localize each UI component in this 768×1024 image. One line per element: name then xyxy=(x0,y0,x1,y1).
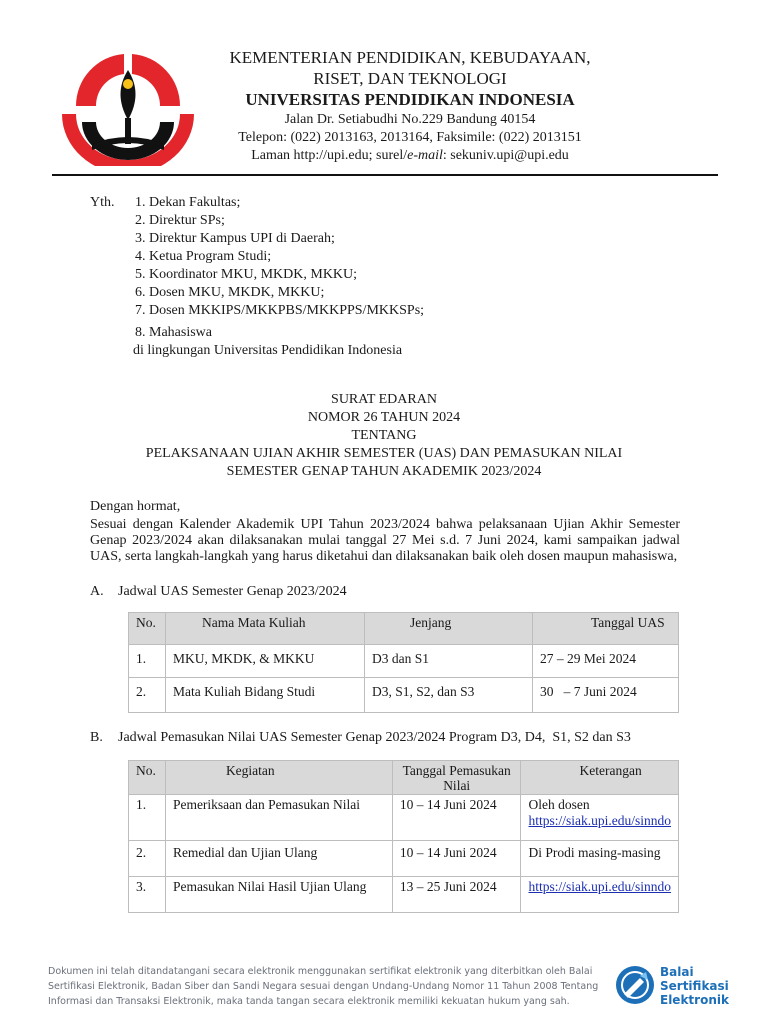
cell-no: 1. xyxy=(129,645,166,678)
cell-activity: Pemasukan Nilai Hasil Ujian Ulang xyxy=(165,877,392,913)
recipient-item: 2. Direktur SPs; xyxy=(135,213,225,228)
web-prefix: Laman http://upi.edu; surel/ xyxy=(251,148,408,163)
body-paragraph-line3: UAS, serta langkah-langkah yang harus diketahui dan dilaksanakan baik oleh dosen maupun mahasiswa, xyxy=(90,549,678,564)
recipient-item: 5. Koordinator MKU, MKDK, MKKU; xyxy=(135,267,358,282)
notice-line2: Sertifikasi Elektronik, Badan Siber dan Sandi Negara sesuai dengan Undang-Undang Nomor 11 Tahun 2008 Tentang xyxy=(48,981,599,992)
recipient-scope: di lingkungan Universitas Pendidikan Indonesia xyxy=(133,343,403,358)
col-header-level: Jenjang xyxy=(365,613,533,645)
bsre-line2: Sertifikasi xyxy=(660,979,729,993)
university-web xyxy=(200,148,620,164)
body-paragraph-line2: Genap 2023/2024 akan dilaksanakan mulai tanggal 27 Mei s.d. 7 Juni 2024, kami sampaikan jadwal xyxy=(90,533,680,548)
col-header-date: Tanggal UAS xyxy=(533,613,679,645)
section-a-marker: A. xyxy=(90,584,104,599)
university-address: Jalan Dr. Setiabudhi No.229 Bandung 40154 xyxy=(284,112,536,127)
col-header-notes: Keterangan xyxy=(521,761,679,795)
notice-line3: Informasi dan Transaksi Elektronik, maka tanda tangan secara elektronik memiliki kekuatan hukum yang sah. xyxy=(48,996,570,1007)
cell-no: 2. xyxy=(129,678,166,713)
grade-entry-table xyxy=(128,760,679,913)
table-row xyxy=(129,645,679,678)
recipient-item: 8. Mahasiswa xyxy=(135,325,212,340)
greeting: Dengan hormat, xyxy=(90,499,181,514)
table-row xyxy=(129,841,679,877)
cell-course: MKU, MKDK, & MKKU xyxy=(166,645,365,678)
col-header-no: No. xyxy=(129,613,166,645)
col-header-course: Nama Mata Kuliah xyxy=(166,613,365,645)
cell-entry-date: 13 – 25 Juni 2024 xyxy=(392,877,521,913)
bsre-label xyxy=(660,965,729,1007)
table-row xyxy=(129,678,679,713)
siak-link[interactable]: https://siak.upi.edu/sinndo xyxy=(528,813,671,828)
table-header-row xyxy=(129,761,679,795)
cell-notes: Di Prodi masing-masing xyxy=(521,841,679,877)
title-line1: SURAT EDARAN xyxy=(331,392,437,407)
siak-link[interactable]: https://siak.upi.edu/sinndo xyxy=(528,879,671,894)
table-header-row xyxy=(129,613,679,645)
salutation: Yth. xyxy=(90,195,115,210)
title-line4: PELAKSANAAN UJIAN AKHIR SEMESTER (UAS) DAN PEMASUKAN NILAI xyxy=(145,446,623,461)
letterhead-divider xyxy=(52,174,718,176)
notes-text: Oleh dosen xyxy=(528,797,590,812)
table-row xyxy=(129,877,679,913)
recipient-list xyxy=(135,194,424,360)
title-line2: NOMOR 26 TAHUN 2024 xyxy=(307,410,461,425)
col-header-no: No. xyxy=(129,761,166,795)
bsre-line1: Balai xyxy=(660,965,694,979)
cell-date: 27 – 29 Mei 2024 xyxy=(533,645,679,678)
recipient-item: 4. Ketua Program Studi; xyxy=(135,249,272,264)
e-signature-notice xyxy=(48,964,608,1009)
letterhead xyxy=(200,48,620,168)
section-a-heading: Jadwal UAS Semester Genap 2023/2024 xyxy=(118,584,347,599)
section-b-heading: Jadwal Pemasukan Nilai UAS Semester Genap 2023/2024 Program D3, D4, S1, S2 dan S3 xyxy=(118,730,631,745)
cell-activity: Remedial dan Ujian Ulang xyxy=(165,841,392,877)
web-email-label: e-mail xyxy=(407,148,443,163)
table-row xyxy=(129,795,679,841)
col-header-entry-date: Tanggal Pemasukan Nilai xyxy=(392,761,521,795)
cell-date: 30 – 7 Juni 2024 xyxy=(533,678,679,713)
cell-level: D3 dan S1 xyxy=(365,645,533,678)
university-logo xyxy=(52,40,202,166)
section-b-marker: B. xyxy=(90,730,103,745)
ministry-name-line1: KEMENTERIAN PENDIDIKAN, KEBUDAYAAN, xyxy=(229,48,591,67)
cell-activity: Pemeriksaan dan Pemasukan Nilai xyxy=(165,795,392,841)
bsre-logo-icon xyxy=(614,964,656,1006)
recipient-item: 6. Dosen MKU, MKDK, MKKU; xyxy=(135,285,325,300)
recipient-item: 1. Dekan Fakultas; xyxy=(135,195,241,210)
cell-entry-date: 10 – 14 Juni 2024 xyxy=(392,841,521,877)
ministry-name-line2: RISET, DAN TEKNOLOGI xyxy=(313,69,507,88)
notice-line1: Dokumen ini telah ditandatangani secara elektronik menggunakan sertifikat elektronik yang diterbitkan oleh Balai xyxy=(48,966,593,977)
university-phone: Telepon: (022) 2013163, 2013164, Faksimile: (022) 2013151 xyxy=(238,130,582,145)
recipient-item: 7. Dosen MKKIPS/MKKPBS/MKKPPS/MKKSPs; xyxy=(135,303,425,318)
web-suffix: : sekuniv.upi@upi.edu xyxy=(442,148,569,163)
cell-no: 1. xyxy=(129,795,166,841)
cell-notes xyxy=(521,877,679,913)
title-line5: SEMESTER GENAP TAHUN AKADEMIK 2023/2024 xyxy=(226,464,542,479)
col-header-activity: Kegiatan xyxy=(165,761,392,795)
university-name: UNIVERSITAS PENDIDIKAN INDONESIA xyxy=(245,90,575,109)
cell-course: Mata Kuliah Bidang Studi xyxy=(166,678,365,713)
bsre-line3: Elektronik xyxy=(660,993,729,1007)
title-line3: TENTANG xyxy=(351,428,417,443)
cell-level: D3, S1, S2, dan S3 xyxy=(365,678,533,713)
cell-no: 2. xyxy=(129,841,166,877)
cell-notes xyxy=(521,795,679,841)
recipient-item: 3. Direktur Kampus UPI di Daerah; xyxy=(135,231,335,246)
uas-schedule-table xyxy=(128,612,679,713)
cell-no: 3. xyxy=(129,877,166,913)
body-paragraph-line1: Sesuai dengan Kalender Akademik UPI Tahun 2023/2024 bahwa pelaksanaan Ujian Akhir Semester xyxy=(90,517,680,532)
cell-entry-date: 10 – 14 Juni 2024 xyxy=(392,795,521,841)
